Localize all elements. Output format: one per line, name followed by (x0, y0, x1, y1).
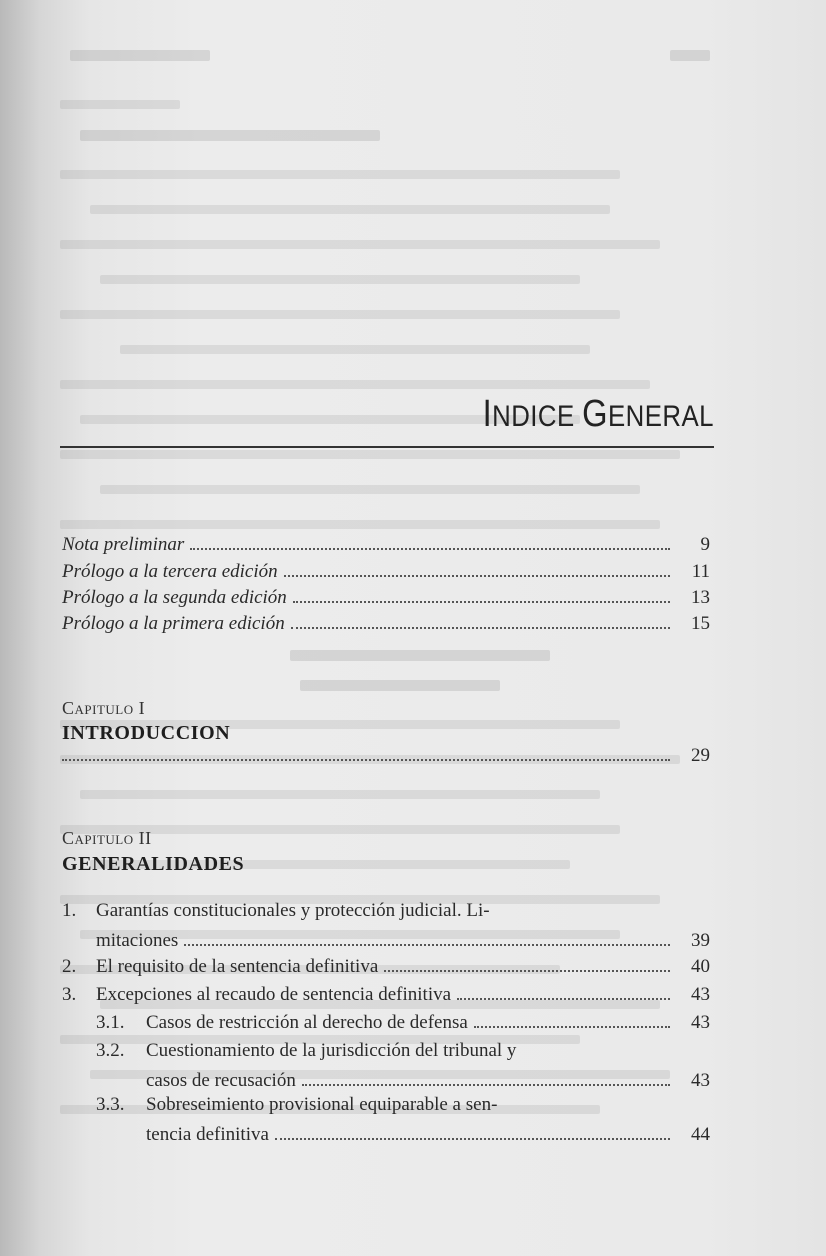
heading-divider (60, 446, 714, 448)
chapter-2-title: GENERALIDADES (62, 853, 245, 875)
chapter-1-label: Capitulo I (62, 698, 146, 718)
toc-entry-title-line: Sobreseimiento provisional equiparable a sen- (146, 1094, 498, 1115)
page-title (483, 393, 714, 436)
toc-entry-page: 11 (691, 561, 710, 582)
toc-entry-number: 3.2. (96, 1040, 125, 1061)
toc-entry-page: 39 (691, 930, 710, 951)
toc-entry-title: Prólogo a la primera edición (62, 613, 285, 634)
dot-leader (184, 944, 670, 946)
dot-leader (293, 601, 670, 603)
toc-entry-prologo-primera (62, 612, 710, 636)
page-title-initial-1: I (482, 393, 493, 435)
toc-entry-title: Prólogo a la tercera edición (62, 561, 278, 582)
toc-entry-title-line: Casos de restricción al derecho de defensa (146, 1012, 468, 1033)
toc-entry-title-line: El requisito de la sentencia definitiva (96, 956, 379, 977)
toc-entry-page: 40 (691, 956, 710, 977)
dot-leader (190, 548, 670, 550)
toc-entry-2 (62, 952, 710, 982)
toc-entry-number: 3.3. (96, 1094, 125, 1115)
toc-entry-nota-preliminar (62, 533, 710, 557)
toc-entry-number: 3.1. (96, 1012, 125, 1033)
dot-leader (302, 1084, 670, 1086)
toc-entry-page: 13 (691, 587, 710, 608)
toc-entry-title-line: Garantías constitucionales y protección judicial. Li- (96, 900, 490, 921)
toc-entry-title: Nota preliminar (62, 534, 185, 555)
page-title-rest-1: NDICE (492, 400, 575, 433)
toc-entry-number: 2. (62, 956, 77, 977)
toc-entry-prologo-tercera (62, 560, 710, 584)
toc-entry-3 (62, 980, 710, 1010)
chapter-2-label: Capitulo II (62, 828, 152, 848)
toc-entry-number: 3. (62, 984, 77, 1005)
dot-leader (284, 575, 670, 577)
toc-entry-page: 43 (691, 1070, 710, 1091)
toc-entry-page: 43 (691, 984, 710, 1005)
toc-entry-3-2 (96, 1036, 710, 1096)
page-title-initial-2: G (582, 393, 609, 435)
page-title-rest-2: ENERAL (608, 400, 714, 433)
toc-entry-title-line: casos de recusación (146, 1070, 296, 1091)
dot-leader (457, 998, 670, 1000)
toc-entry-page: 44 (691, 1124, 710, 1145)
toc-entry-title-line: tencia definitiva (146, 1124, 269, 1145)
toc-entry-title-line: Cuestionamiento de la jurisdicción del tribunal y (146, 1040, 517, 1061)
toc-entry-page: 9 (700, 534, 710, 555)
toc-entry-1 (62, 896, 710, 956)
chapter-1-title: INTRODUCCION (62, 722, 231, 744)
dot-leader (291, 627, 670, 629)
toc-entry-page: 43 (691, 1012, 710, 1033)
toc-entry-number: 1. (62, 900, 77, 921)
dot-leader (474, 1026, 670, 1028)
toc-entry-title-line: mitaciones (96, 930, 179, 951)
dot-leader (275, 1138, 670, 1140)
toc-entry-3-3 (96, 1090, 710, 1150)
toc-entry-page: 29 (691, 745, 710, 766)
dot-leader (62, 759, 670, 761)
toc-entry-prologo-segunda (62, 586, 710, 610)
toc-entry-page: 15 (691, 613, 710, 634)
toc-entry-title-line: Excepciones al recaudo de sentencia definitiva (96, 984, 452, 1005)
toc-entry-chapter-1 (62, 744, 710, 768)
toc-entry-3-1 (96, 1008, 710, 1038)
dot-leader (384, 970, 670, 972)
toc-entry-title: Prólogo a la segunda edición (62, 587, 287, 608)
